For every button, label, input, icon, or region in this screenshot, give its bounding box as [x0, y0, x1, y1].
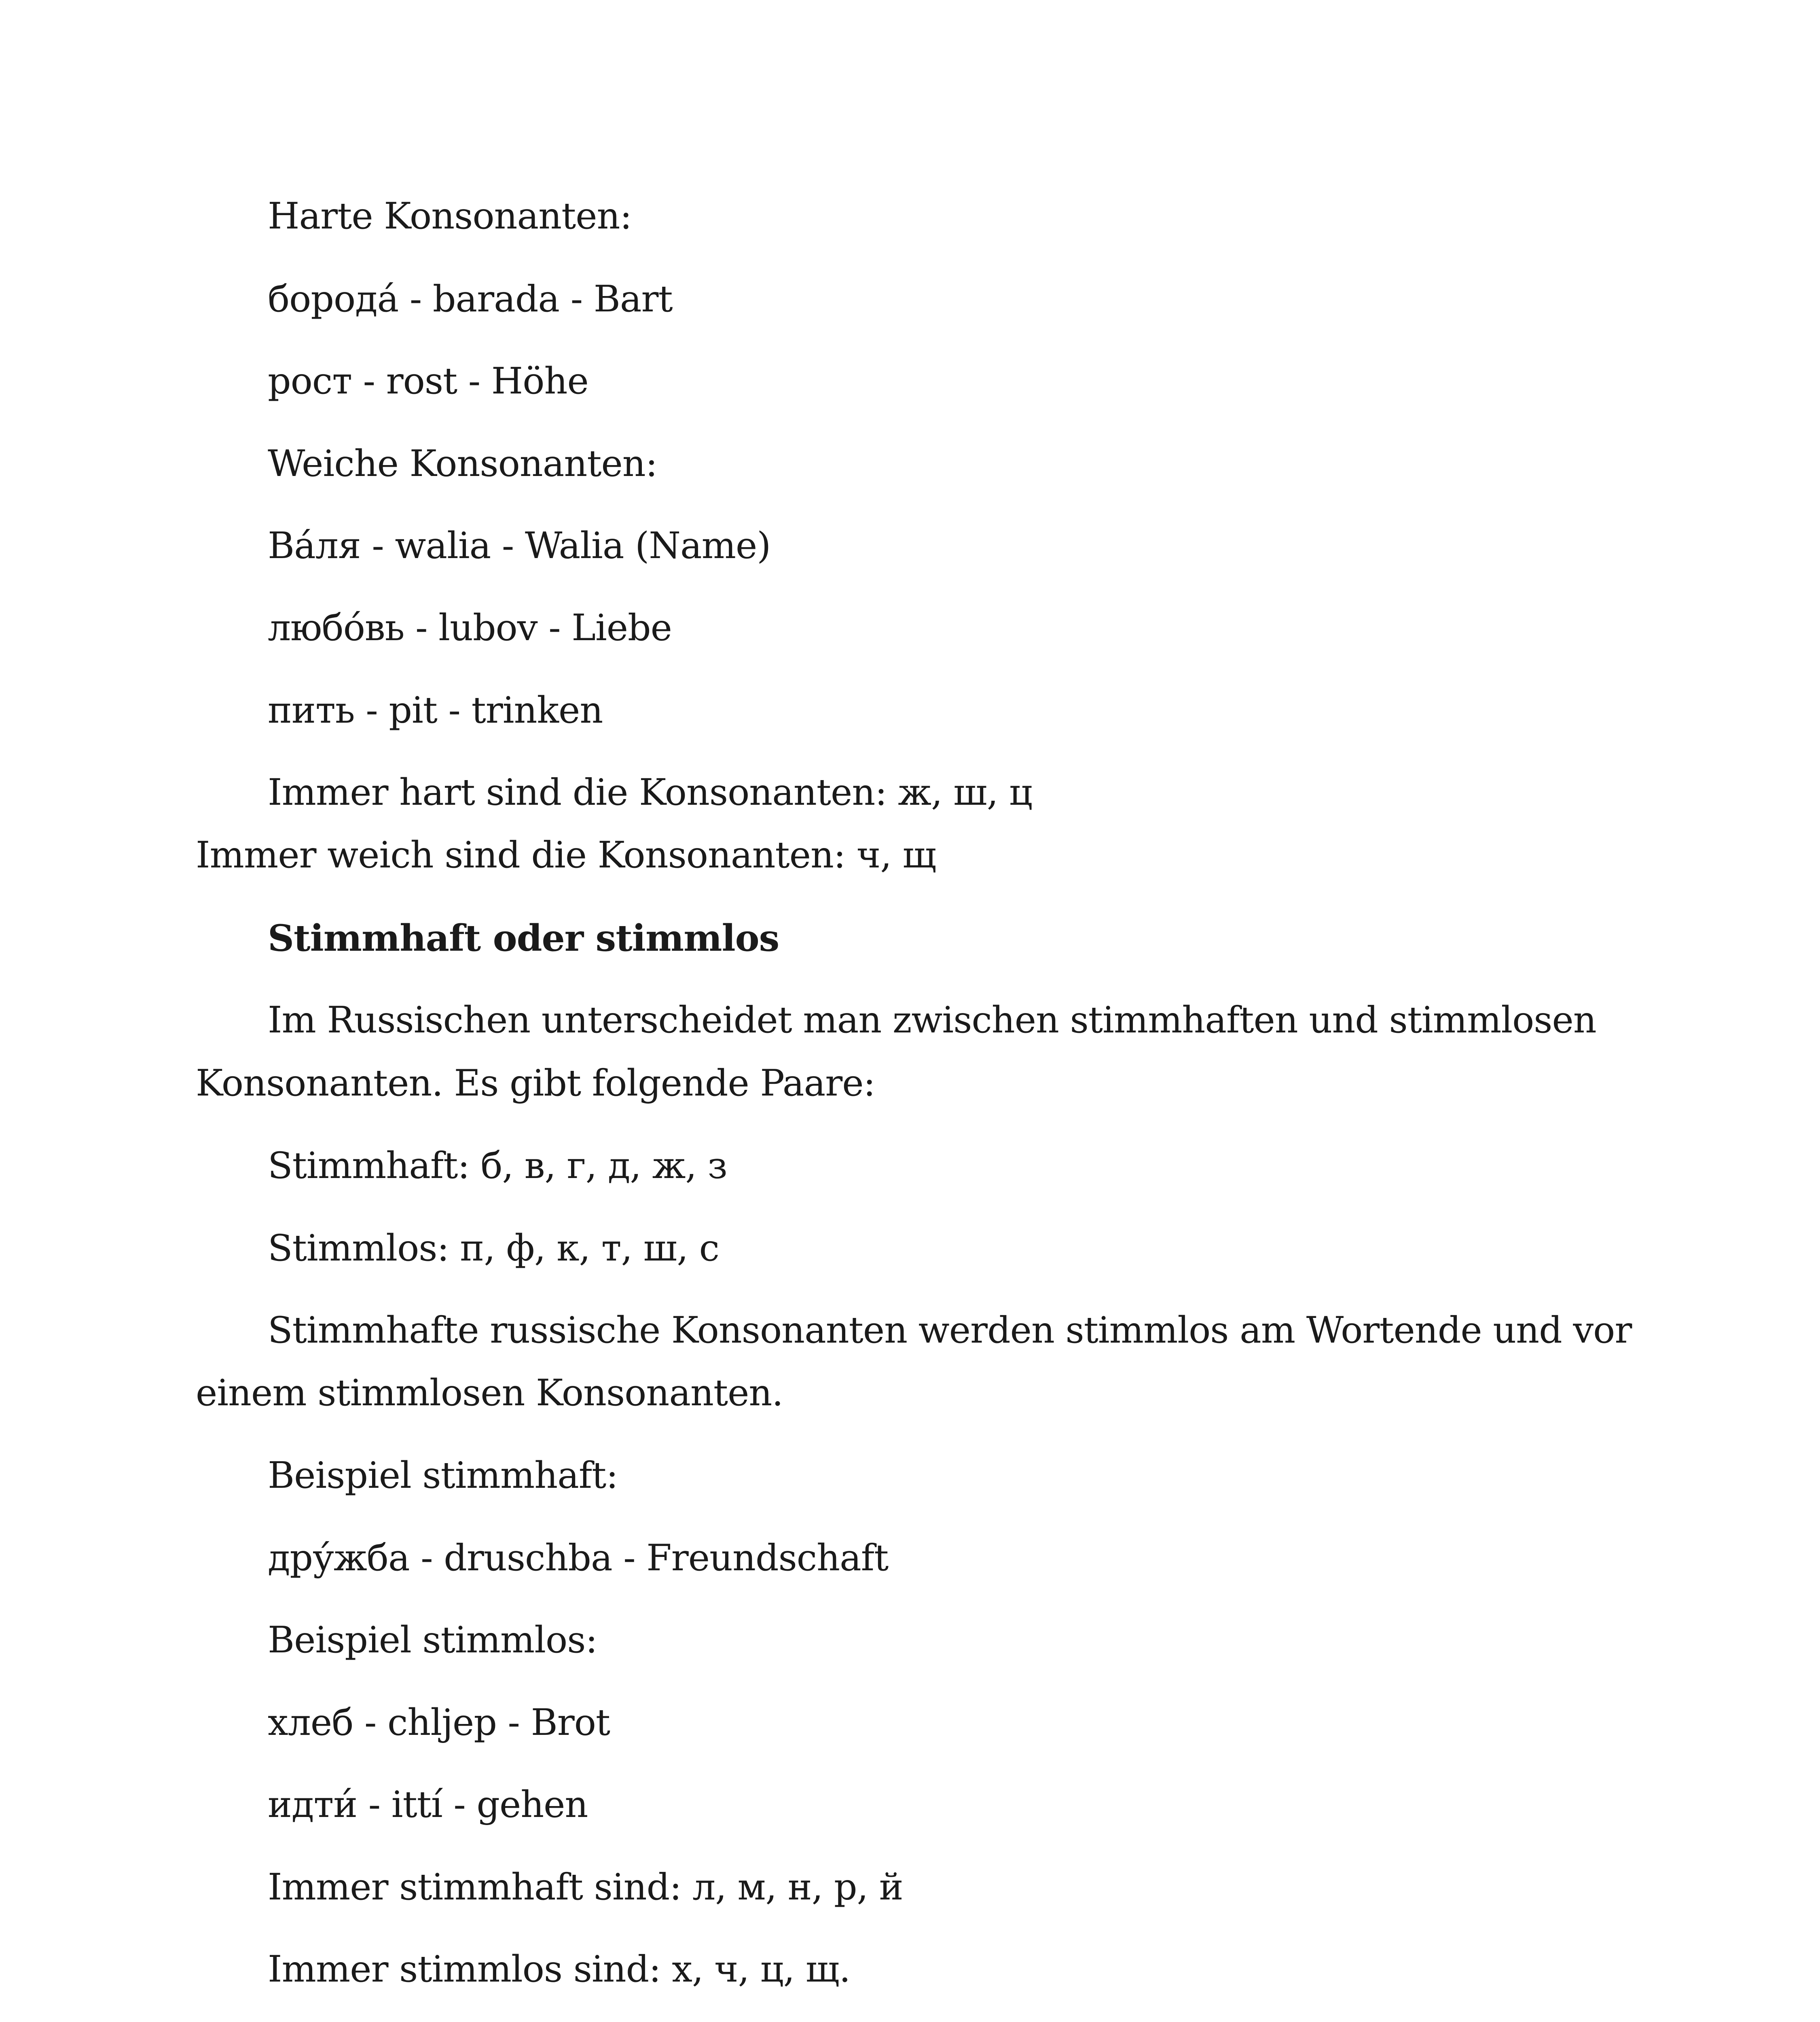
paragraph-line-2: Konsonanten. Es gibt folgende Paare: — [196, 1062, 875, 1104]
example-line-lyubov: любо́вь - lubov - Liebe — [268, 607, 672, 649]
text-line-stimmlos-list: Stimmlos: п, ф, к, т, ш, с — [268, 1227, 720, 1269]
text-line-beispiel-stimmhaft: Beispiel stimmhaft: — [268, 1454, 618, 1497]
text-line-weiche-konsonanten: Weiche Konsonanten: — [268, 442, 658, 485]
text-line-immer-hart: Immer hart sind die Konsonanten: ж, ш, ц — [268, 771, 1032, 814]
paragraph-line-3: Stimmhafte russische Konsonanten werden stimmlos am Wortende und vor — [268, 1309, 1632, 1352]
text-line-immer-stimmhaft: Immer stimmhaft sind: л, м, н, р, й — [268, 1866, 903, 1908]
example-line-pit: пить - pit - trinken — [268, 689, 603, 732]
paragraph-line-1: Im Russischen unterscheidet man zwischen stimmhaften und stimmlosen — [268, 999, 1596, 1041]
text-line-beispiel-stimmlos: Beispiel stimmlos: — [268, 1619, 597, 1661]
text-line-stimmhaft-list: Stimmhaft: б, в, г, д, ж, з — [268, 1144, 727, 1187]
example-line-rost: рост - rost - Höhe — [268, 360, 588, 402]
section-heading: Stimmhaft oder stimmlos — [268, 917, 779, 960]
text-line-immer-weich: Immer weich sind die Konsonanten: ч, щ — [196, 834, 936, 876]
example-line-boroda: борода́ - barada - Bart — [268, 278, 673, 320]
example-line-idti: идти́ - ittí - gehen — [268, 1783, 588, 1826]
example-line-druzhba: дру́жба - druschba - Freundschaft — [268, 1537, 889, 1579]
example-line-valya: Ва́ля - walia - Walia (Name) — [268, 525, 771, 567]
paragraph-line-4: einem stimmlosen Konsonanten. — [196, 1372, 783, 1414]
example-line-khleb: хлеб - chljep - Brot — [268, 1701, 610, 1744]
text-line-harte-konsonanten: Harte Konsonanten: — [268, 195, 632, 237]
text-line-immer-stimmlos: Immer stimmlos sind: х, ч, ц, щ. — [268, 1948, 851, 1990]
